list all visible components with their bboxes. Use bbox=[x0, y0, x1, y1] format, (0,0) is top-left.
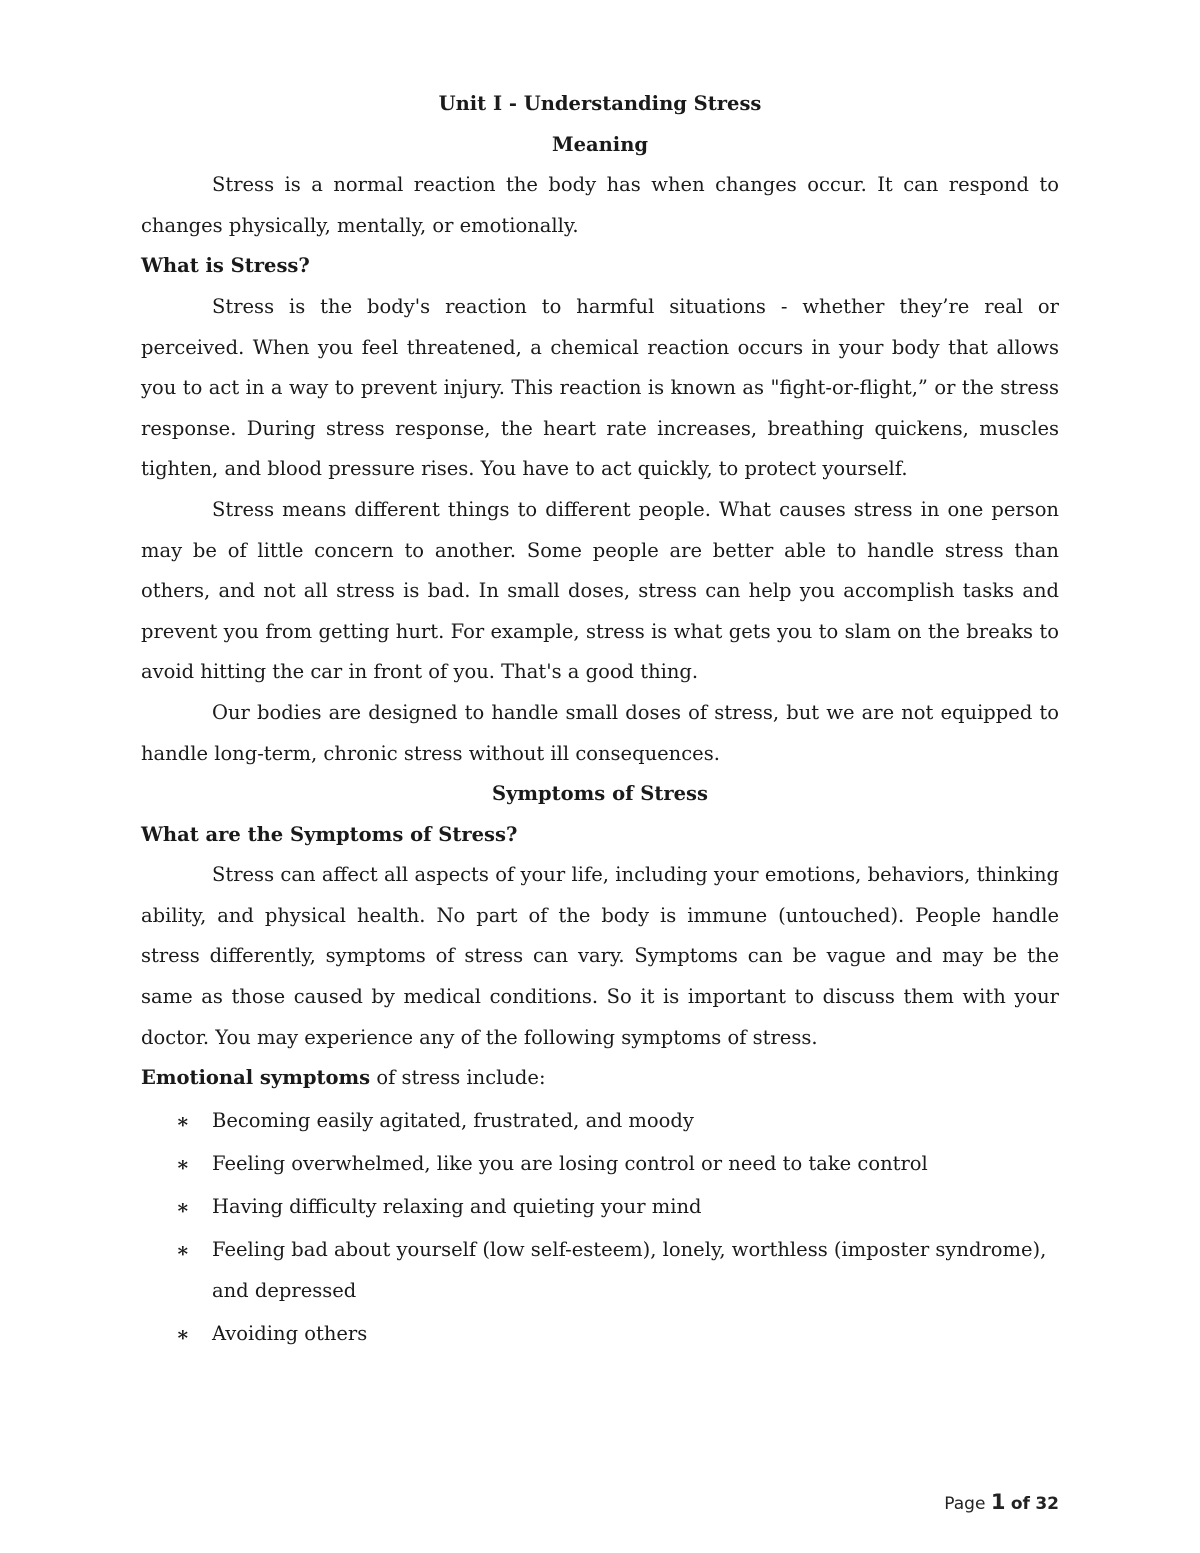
list-item bbox=[141, 1230, 1059, 1311]
emotional-symptoms-label bbox=[141, 1058, 1059, 1099]
symptoms-heading: Symptoms of Stress bbox=[491, 782, 708, 806]
asterisk-bullet-icon: ∗ bbox=[176, 1238, 190, 1263]
meaning-paragraph: Stress is a normal reaction the body has when changes occur. It can respond to changes physically, mentally, or emotionally. bbox=[141, 173, 1059, 237]
list-item bbox=[141, 1314, 1059, 1355]
what-is-stress-heading: What is Stress? bbox=[141, 254, 310, 278]
list-item-text: Having difficulty relaxing and quieting your mind bbox=[212, 1195, 702, 1219]
list-item-text: Feeling overwhelmed, like you are losing control or need to take control bbox=[212, 1151, 928, 1175]
page-footer bbox=[944, 1490, 1059, 1514]
list-item-text: Feeling bad about yourself (low self-esteem), lonely, worthless (imposter syndrome), and depressed bbox=[212, 1238, 1047, 1302]
emotional-label-rest: of stress include: bbox=[370, 1066, 546, 1090]
unit-title: Unit I - Understanding Stress bbox=[438, 92, 762, 115]
stress-paragraph-1: Stress is the body's reaction to harmful situations - whether they’re real or perceived. When you feel threatened, a chemical reaction occurs in your body that allows you to act in a way to prevent injury. This reaction is known as "fight-or-flight,” or the stress response. During stress response, the heart rate increases, breathing quickens, muscles tighten, and blood pressure rises. You have to act quickly, to protect yourself. bbox=[141, 294, 1059, 481]
asterisk-bullet-icon: ∗ bbox=[176, 1151, 190, 1176]
asterisk-bullet-icon: ∗ bbox=[176, 1195, 190, 1220]
page-number: 1 bbox=[990, 1490, 1006, 1514]
meaning-heading: Meaning bbox=[551, 132, 649, 156]
asterisk-bullet-icon: ∗ bbox=[176, 1108, 190, 1133]
total-pages: 32 bbox=[1035, 1494, 1059, 1514]
asterisk-bullet-icon: ∗ bbox=[176, 1321, 190, 1346]
list-item-text: Becoming easily agitated, frustrated, and moody bbox=[212, 1108, 694, 1132]
stress-paragraph-3: Our bodies are designed to handle small doses of stress, but we are not equipped to handle long-term, chronic stress without ill consequences. bbox=[141, 700, 1059, 765]
list-item-text: Avoiding others bbox=[212, 1321, 368, 1345]
page-content bbox=[141, 84, 1059, 1357]
list-item bbox=[141, 1144, 1059, 1185]
stress-paragraph-2: Stress means different things to different people. What causes stress in one person may be of little concern to another. Some people are better able to handle stress than others, and not all stress is bad. In small doses, stress can help you accomplish tasks and prevent you from getting hurt. For example, stress is what gets you to slam on the breaks to avoid hitting the car in front of you. That's a good thing. bbox=[141, 497, 1059, 684]
emotional-label-bold: Emotional symptoms bbox=[141, 1066, 371, 1090]
symptoms-paragraph: Stress can affect all aspects of your life, including your emotions, behaviors, thinking ability, and physical health. No part of the body is immune (untouched). People handle stress differently, symptoms of stress can vary. Symptoms can be vague and may be the same as those caused by medical conditions. So it is important to discuss them with your doctor. You may experience any of the following symptoms of stress. bbox=[141, 863, 1059, 1049]
list-item bbox=[141, 1101, 1059, 1142]
page-label: Page bbox=[944, 1494, 986, 1514]
symptoms-subheading: What are the Symptoms of Stress? bbox=[141, 822, 518, 846]
emotional-symptoms-list bbox=[141, 1101, 1059, 1355]
of-label: of bbox=[1010, 1494, 1030, 1514]
list-item bbox=[141, 1187, 1059, 1228]
